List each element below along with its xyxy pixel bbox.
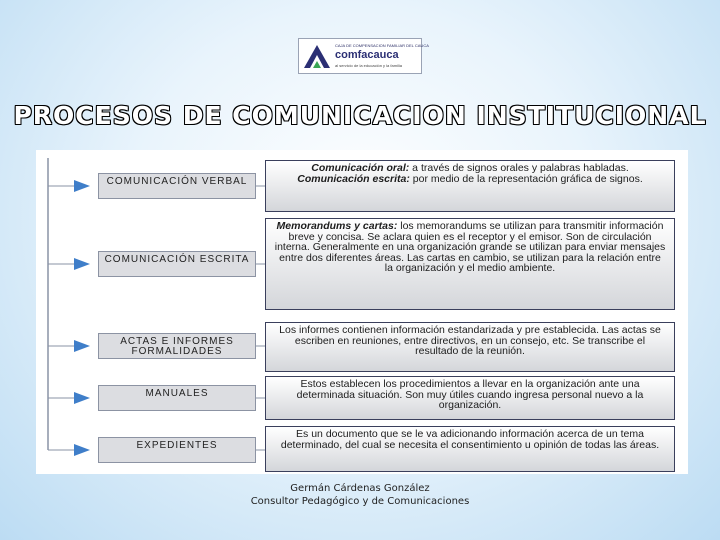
page-title: PROCESOS DE COMUNICACION INSTITUCIONAL [13, 101, 707, 130]
description-box-manuales [265, 376, 675, 420]
description-text: los memorandums se utilizan para transmitir información breve y concisa. Se aclara quien es el receptor y el emisor. Son de circulación interna. Generalmente en una organización grande se utilizan para enviar mensajes entre dos diferentes áreas. Las cartas en cambio, se utilizan para la relación entre la organización y el medio ambiente. [274, 220, 666, 274]
logo-tagline: al servicio de la educación y la familia [335, 63, 402, 68]
description-lead: Memorandums y cartas: [276, 220, 398, 232]
description-text: por medio de la representación gráfica de signos. [409, 172, 643, 185]
arrow-icon [74, 258, 90, 270]
arrow-icon [74, 180, 90, 192]
description-box-verbal [265, 160, 675, 212]
comfacauca-logo [298, 38, 429, 74]
category-label: MANUALES [145, 388, 209, 399]
author-name: Germán Cárdenas González [290, 483, 430, 494]
process-diagram [36, 150, 688, 474]
description-box-actas [265, 322, 675, 372]
category-label: EXPEDIENTES [136, 440, 218, 451]
logo-name: comfacauca [335, 49, 399, 61]
description-text: a través de signos orales y palabras habladas. [409, 162, 629, 174]
description-box-escrita [265, 218, 675, 310]
description-lead: Comunicación escrita: [297, 172, 410, 185]
arrow-icon [74, 392, 90, 404]
category-box-actas [98, 333, 256, 359]
comfacauca-logo-icon [302, 42, 332, 70]
author-credit [0, 482, 720, 508]
category-box-escrita [98, 251, 256, 277]
category-box-expedientes [98, 437, 256, 463]
author-role: Consultor Pedagógico y de Comunicaciones [250, 496, 470, 507]
description-text: Los informes contienen información estandarizada y pre establecida. Las actas se escriben en reuniones, entre directivos, en un consejo, etc. Se transcribe el resultado de la reunión. [279, 324, 661, 357]
logo-small-text: CAJA DE COMPENSACION FAMILIAR DEL CAUCA [335, 43, 429, 48]
category-label: ACTAS E INFORMES FORMALIDADES [120, 336, 234, 357]
description-lead: Comunicación oral: [311, 162, 410, 174]
category-label: COMUNICACIÓN ESCRITA [104, 254, 250, 265]
arrow-icon [74, 444, 90, 456]
description-text: Estos establecen los procedimientos a llevar en la organización ante una determinada situación. Son muy útiles cuando ingresa personal nuevo a la organización. [296, 378, 644, 411]
category-label: COMUNICACIÓN VERBAL [106, 176, 248, 187]
category-box-verbal [98, 173, 256, 199]
description-text: Es un documento que se le va adicionando información acerca de un tema determinado, del cual se necesita el consentimiento u opinión de todas las áreas. [280, 428, 660, 451]
description-box-expedientes [265, 426, 675, 472]
arrow-icon [74, 340, 90, 352]
category-box-manuales [98, 385, 256, 411]
